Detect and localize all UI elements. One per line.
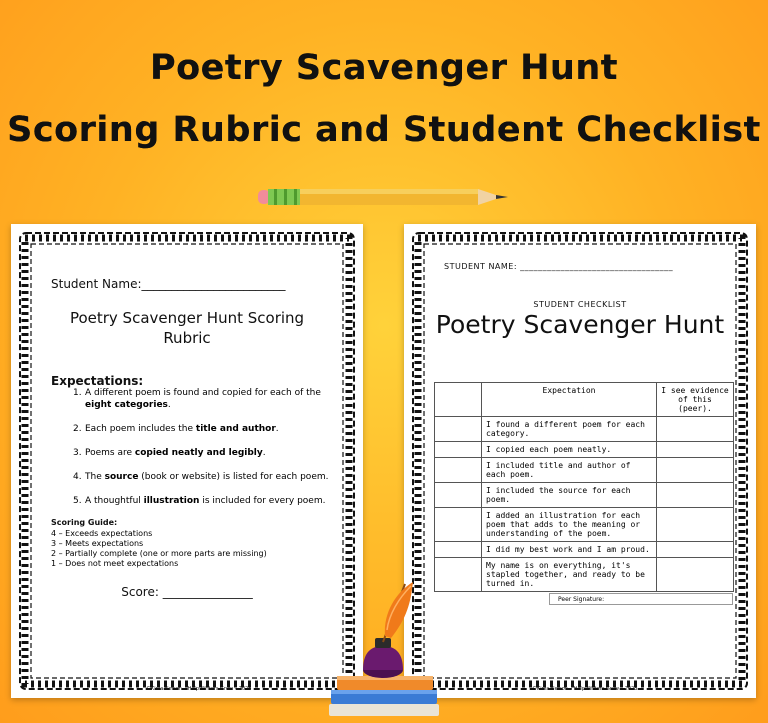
scoring-guide-heading: Scoring Guide:	[51, 518, 118, 527]
checklist-table	[434, 382, 734, 592]
headline-line-2: Scoring Rubric and Student Checklist	[7, 110, 761, 150]
checklist-sheet	[404, 224, 756, 698]
expectation-cell: I included title and author of each poem.	[482, 458, 657, 483]
scoring-guide-list	[51, 529, 267, 569]
quill-and-books-icon	[325, 580, 445, 720]
table-row	[435, 442, 734, 458]
peer-signature-field[interactable]: Peer Signature:	[549, 593, 733, 605]
expectation-item: 5. A thoughtful illustration is included for every poem.	[73, 496, 326, 506]
expectation-cell: My name is on everything, it's stapled together, and ready to be turned in.	[482, 558, 657, 592]
checklist-subtitle: STUDENT CHECKLIST	[533, 300, 627, 309]
table-row	[435, 483, 734, 508]
evidence-cell[interactable]	[657, 442, 734, 458]
checklist-title: Poetry Scavenger Hunt	[435, 310, 725, 339]
scoring-guide-item: 3 – Meets expectations	[51, 539, 144, 548]
check-cell[interactable]	[435, 417, 482, 442]
rubric-sheet	[11, 224, 363, 698]
headline-line-1: Poetry Scavenger Hunt	[149, 48, 619, 88]
evidence-cell[interactable]	[657, 417, 734, 442]
copyright-footer: ©Kinla Nelson – Help Writers Grow – 2023	[146, 686, 252, 692]
scoring-guide-item: 2 – Partially complete (one or more parts are missing)	[51, 549, 267, 558]
check-cell[interactable]	[435, 458, 482, 483]
scoring-guide-item: 4 – Exceeds expectations	[51, 529, 153, 538]
check-cell[interactable]	[435, 508, 482, 542]
evidence-cell[interactable]	[657, 542, 734, 558]
expectations-list	[73, 387, 343, 519]
check-cell[interactable]	[435, 542, 482, 558]
table-header-row	[435, 383, 734, 417]
header-expectation: Expectation	[482, 383, 657, 417]
rubric-title: Poetry Scavenger Hunt Scoring Rubric	[69, 309, 305, 347]
expectation-cell: I added an illustration for each poem that adds to the meaning or understanding of the poem.	[482, 508, 657, 542]
copyright-footer: ©Kinla Nelson – Help Writers Grow – 2023	[532, 686, 638, 692]
expectation-cell: I copied each poem neatly.	[482, 442, 657, 458]
evidence-cell[interactable]	[657, 458, 734, 483]
evidence-cell[interactable]	[657, 558, 734, 592]
table-row	[435, 417, 734, 442]
expectation-item: 2. Each poem includes the title and author.	[73, 424, 279, 434]
table-row	[435, 458, 734, 483]
check-cell[interactable]	[435, 442, 482, 458]
evidence-cell[interactable]	[657, 483, 734, 508]
expectation-item: 1. A different poem is found and copied for each of the eight categories.	[73, 388, 321, 410]
scoring-guide-item: 1 – Does not meet expectations	[51, 559, 179, 568]
expectation-item: 3. Poems are copied neatly and legibly.	[73, 448, 266, 458]
table-row	[435, 558, 734, 592]
expectation-cell: I included the source for each poem.	[482, 483, 657, 508]
pencil-icon	[258, 186, 510, 208]
expectation-item: 4. The source (book or website) is listed for each poem.	[73, 472, 329, 482]
check-cell[interactable]	[435, 483, 482, 508]
score-line: Score: _______________	[121, 585, 253, 599]
student-name-label: Student Name:________________________	[51, 277, 286, 291]
expectation-cell: I found a different poem for each category.	[482, 417, 657, 442]
table-row	[435, 542, 734, 558]
header-evidence: I see evidence of this (peer).	[657, 383, 734, 417]
expectations-heading: Expectations:	[51, 374, 144, 388]
student-name-label: STUDENT NAME: __________________________________	[444, 262, 674, 271]
evidence-cell[interactable]	[657, 508, 734, 542]
table-row	[435, 508, 734, 542]
expectation-cell: I did my best work and I am proud.	[482, 542, 657, 558]
